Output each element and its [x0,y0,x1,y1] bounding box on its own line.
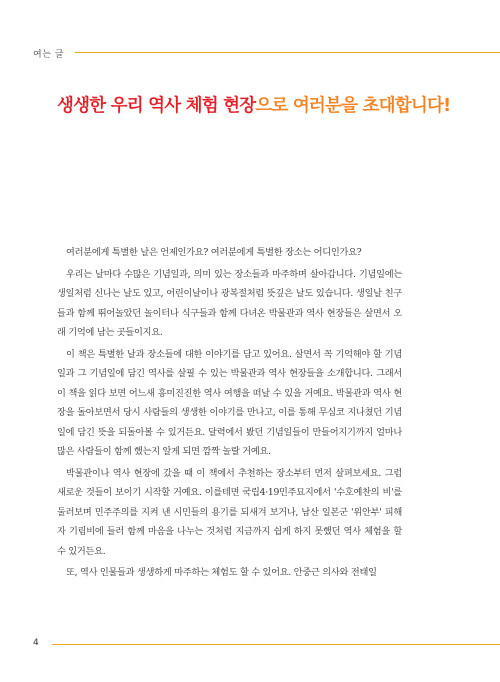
paragraph: 박물관이나 역사 현장에 갔을 때 이 책에서 추천하는 장소부터 먼저 살펴보세요. 그럼 새로운 것들이 보이기 시작할 거예요. 이를테면 국립4·19민주묘지에서 '수호예찬의 비'를 둘러보며 민주주의를 지켜 낸 시민들의 용기를 되새겨 보거나, 남산 일본군 '위안부' 피해자 기림비에 들러 함께 마음을 나누는 것처럼 지금까지 쉽게 하지 못했던 역사 체험을 할 수 있거든요. [57,467,402,557]
title-rest: 으로 여러분을 초대합니다! [255,96,451,116]
header-rule [75,52,500,53]
page-title [57,92,450,117]
paragraph: 이 책은 특별한 날과 장소들에 대한 이야기를 담고 있어요. 살면서 꼭 기억해야 할 기념일과 그 기념일에 담긴 역사를 살필 수 있는 박물관과 역사 현장들을 소개합니다. 그래서 이 책을 읽다 보면 어느새 흥미진진한 역사 여행을 떠날 수 있을 거예요. 박물관과 역사 현장을 돌아보면서 당시 사람들의 생생한 이야기를 만나고, 이를 통해 무심코 지나쳤던 기념일에 담긴 뜻을 되돌아볼 수 있거든요. 달력에서 봤던 기념일들이 만들어지기까지 얼마나 많은 사람들이 함께 했는지 알게 되면 깜짝 놀랄 거예요. [57,348,402,457]
paragraph: 여러분에게 특별한 날은 언제인가요? 여러분에게 특별한 장소는 어디인가요? [66,247,362,258]
paragraph: 또, 역사 인물들과 생생하게 마주하는 체험도 할 수 있어요. 안중근 의사와 전태일 [66,567,377,578]
footer-rule [52,644,500,645]
body-text [57,243,402,585]
title-highlight: 생생한 우리 역사 체험 현장 [57,96,256,116]
page-number: 4 [33,638,39,648]
section-label: 여는 글 [33,50,64,60]
paragraph: 우리는 날마다 수많은 기념일과, 의미 있는 장소들과 마주하며 살아갑니다. 기념일에는 생일처럼 신나는 날도 있고, 어린이날이나 광복절처럼 뜻깊은 날도 있습니다. 생일날 친구들과 함께 뛰어놀았던 놀이터나 식구들과 함께 다녀온 박물관과 역사 현장들은 살면서 오래 기억에 남는 곳들이지요. [57,268,402,338]
